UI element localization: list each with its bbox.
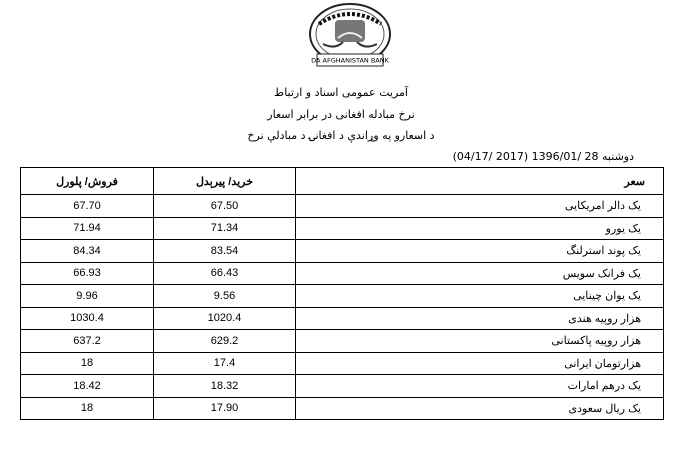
currency-name: هزار روپیه هندی <box>296 307 664 330</box>
buy-value: 17.4 <box>154 352 296 375</box>
table-row <box>21 262 664 285</box>
sell-value: 71.94 <box>21 217 154 240</box>
sell-value: 9.96 <box>21 285 154 308</box>
currency-name: یک درهم امارات <box>296 375 664 398</box>
table-row <box>21 307 664 330</box>
table-row <box>21 397 664 420</box>
buy-value: 18.32 <box>154 375 296 398</box>
currency-name: هزارتومان ایرانی <box>296 352 664 375</box>
buy-value: 17.90 <box>154 397 296 420</box>
buy-value: 83.54 <box>154 240 296 263</box>
table-row <box>21 285 664 308</box>
currency-name: یک ریال سعودی <box>296 397 664 420</box>
buy-value: 71.34 <box>154 217 296 240</box>
logo-caption: DA AFGHANISTAN BANK <box>311 56 389 65</box>
table-row <box>21 240 664 263</box>
department-title: آمریت عمومی اسناد و ارتباط <box>274 86 408 99</box>
sell-value: 84.34 <box>21 240 154 263</box>
currency-name: هزار روپیه پاکستانی <box>296 330 664 353</box>
currency-name: یک یورو <box>296 217 664 240</box>
table-row <box>21 352 664 375</box>
header-sell: فروش/ پلورل <box>21 168 154 195</box>
rate-title-pashto: د اسعارو په وړاندې د افغانۍ د مبادلې نرخ <box>247 129 435 142</box>
buy-value: 629.2 <box>154 330 296 353</box>
sell-value: 66.93 <box>21 262 154 285</box>
table-row <box>21 217 664 240</box>
buy-value: 67.50 <box>154 195 296 218</box>
buy-value: 9.56 <box>154 285 296 308</box>
table-row <box>21 375 664 398</box>
date-line: دوشنبه 28 /1396/01 (2017 /04/17) <box>452 150 634 163</box>
currency-name: یک فرانک سویس <box>296 262 664 285</box>
sell-value: 18 <box>21 397 154 420</box>
currency-name: یک دالر امریکایی <box>296 195 664 218</box>
sell-value: 1030.4 <box>21 307 154 330</box>
table-row <box>21 195 664 218</box>
sell-value: 637.2 <box>21 330 154 353</box>
table-body <box>21 195 664 420</box>
sell-value: 18.42 <box>21 375 154 398</box>
header-currency: سعر <box>296 168 664 195</box>
currency-name: یک پوند استرلنگ <box>296 240 664 263</box>
buy-value: 1020.4 <box>154 307 296 330</box>
buy-value: 66.43 <box>154 262 296 285</box>
bank-logo <box>305 2 395 74</box>
table-row <box>21 330 664 353</box>
table-header-row <box>21 168 664 195</box>
sell-value: 18 <box>21 352 154 375</box>
rate-title-dari: نرخ مبادله افغانی در برابر اسعار <box>267 108 415 121</box>
header-buy: خرید/ پیرېدل <box>154 168 296 195</box>
exchange-rate-table <box>20 167 664 420</box>
sell-value: 67.70 <box>21 195 154 218</box>
currency-name: یک یوان چینایی <box>296 285 664 308</box>
